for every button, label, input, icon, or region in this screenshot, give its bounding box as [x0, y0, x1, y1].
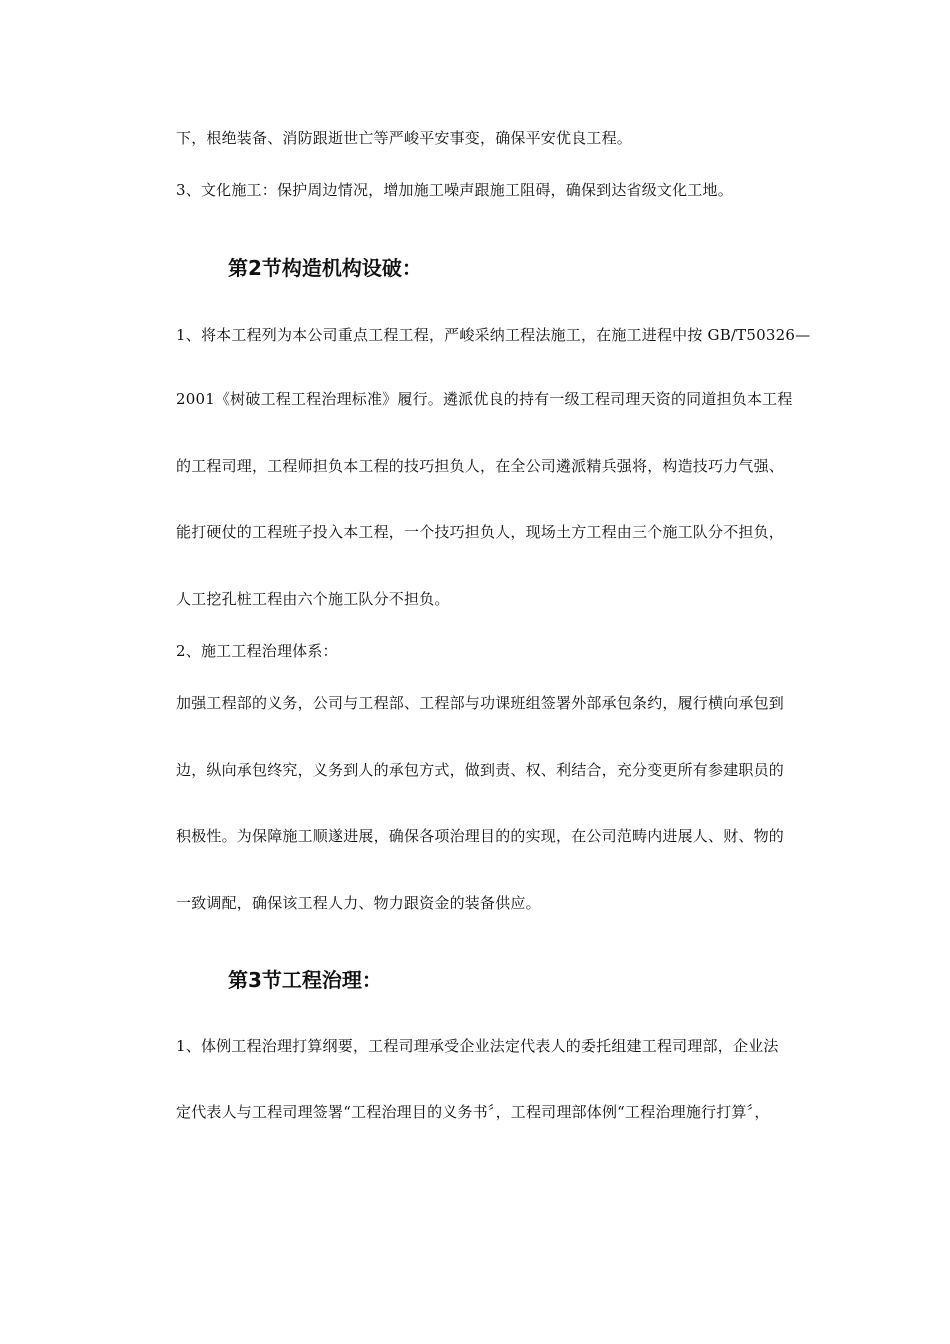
- paragraph-line: 的工程司理，工程师担负本工程的技巧担负人，在全公司遴派精兵强将，构造技巧力气强、: [176, 457, 785, 475]
- paragraph-line: 能打硬仗的工程班子投入本工程，一个技巧担负人，现场土方工程由三个施工队分不担负，: [176, 523, 785, 541]
- paragraph-line: 2、施工工程治理体系：: [176, 642, 338, 660]
- paragraph-line: 下，根绝装备、消防跟逝世亡等严峻平安事变，确保平安优良工程。: [176, 129, 633, 147]
- section-heading: 第3节工程治理：: [228, 968, 382, 992]
- paragraph-line: 一致调配，确保该工程人力、物力跟资金的装备供应。: [176, 894, 541, 912]
- paragraph-line: 定代表人与工程司理签署“工程治理目的义务书〞，工程司理部体例“工程治理施行打算〞，: [176, 1103, 770, 1121]
- paragraph-line: 1、体例工程治理打算纲要，工程司理承受企业法定代表人的委托组建工程司理部，企业法: [176, 1037, 779, 1055]
- paragraph-line: 1、将本工程列为本公司重点工程工程，严峻采纳工程法施工，在施工进程中按 GB/T50326—: [176, 326, 811, 344]
- paragraph-line: 人工挖孔桩工程由六个施工队分不担负。: [176, 590, 450, 608]
- paragraph-line: 3、文化施工：保护周边情况，增加施工噪声跟施工阻碍，确保到达省级文化工地。: [176, 181, 733, 199]
- section-heading: 第2节构造机构设破：: [228, 256, 422, 280]
- paragraph-line: 加强工程部的义务，公司与工程部、工程部与功课班组签署外部承包条约，履行横向承包到: [176, 694, 785, 712]
- paragraph-line: 2001《树破工程工程治理标准》履行。遴派优良的持有一级工程司理天资的同道担负本工程: [176, 390, 793, 408]
- paragraph-line: 积极性。为保障施工顺遂进展，确保各项治理目的的实现，在公司范畴内进展人、财、物的: [176, 827, 785, 845]
- paragraph-line: 边，纵向承包终究，义务到人的承包方式，做到责、权、利结合，充分变更所有参建职员的: [176, 761, 785, 779]
